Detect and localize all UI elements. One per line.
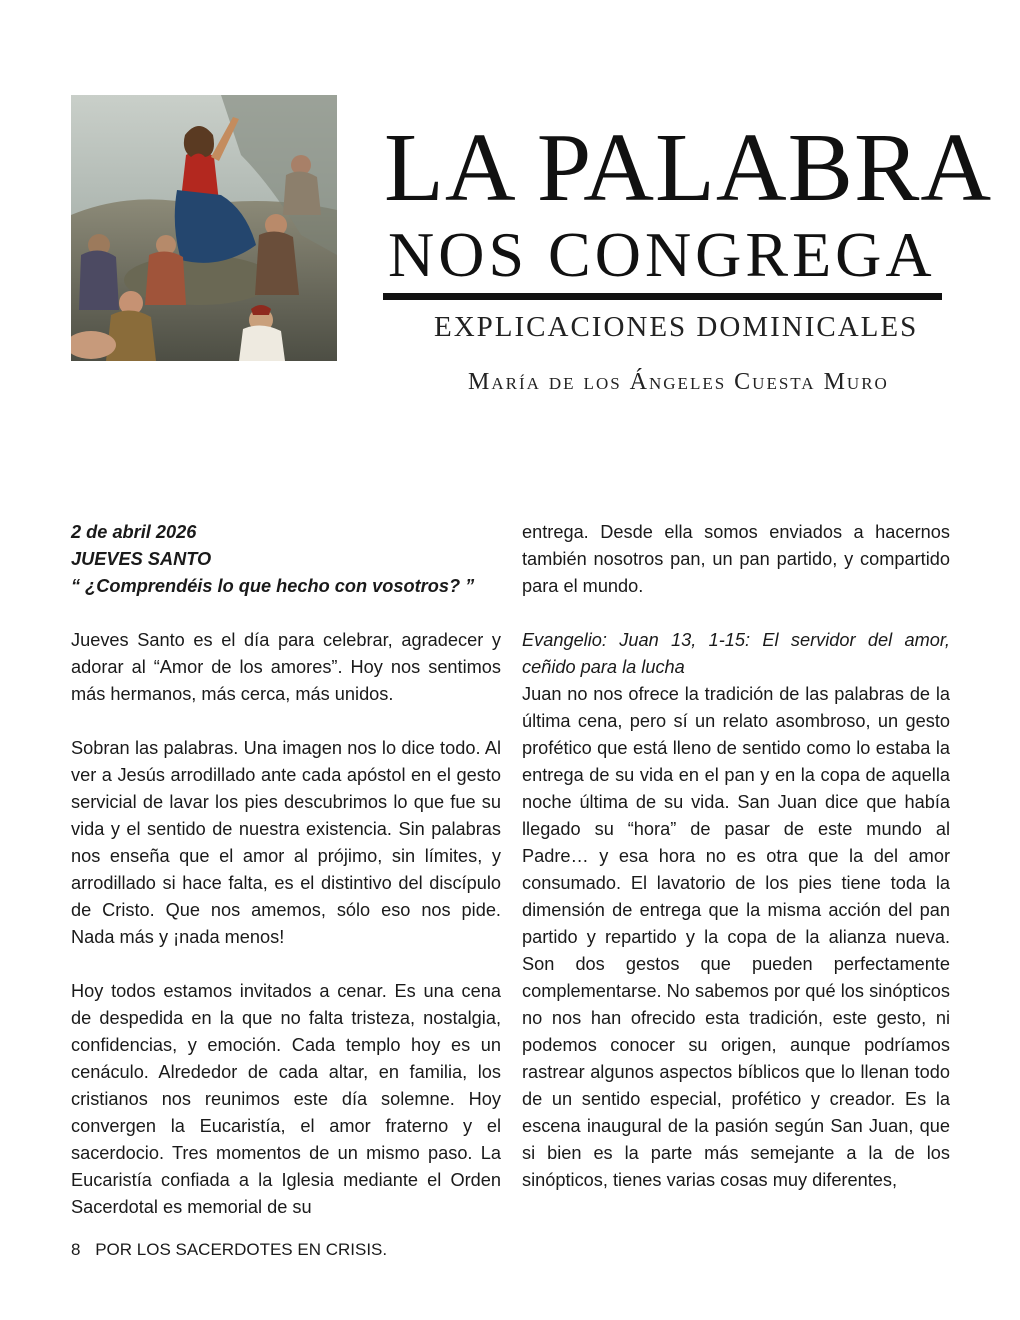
gospel-text: Juan no nos ofrece la tradición de las palabras de la última cena, pero sí un relato asombroso, un gesto profético que está lleno de sentido como lo estaba la entrega de su vida en el pan y en la copa de aquella noche última de su vida. San Juan dice que había llegado su “hora” de pasar de este mundo al Padre… y esa hora no es otra que la del amor consumado. El lavatorio de los pies tiene toda la dimensión de entrega que la misma acción del pan partido y repartido y la copa de la alianza nueva. Son dos gestos que pueden perfectamente complementarse. No sabemos por qué los sinópticos no nos han ofrecido esta tradición, este gesto, ni podemos conocer su origen, aunque podríamos rastrear algunos aspectos bíblicos que lo llenan todo de un sentido especial, profético y creador. Es la escena inaugural de la pasión según San Juan, que si bien es la parte más semejante a la de los sinópticos, tienes varias cosas muy diferentes, (522, 684, 950, 1190)
footer-text: POR LOS SACERDOTES EN CRISIS. (95, 1240, 388, 1259)
masthead-title-line1: LA PALABRA (384, 114, 993, 222)
article-right-column (522, 519, 950, 1194)
page-number: 8 (71, 1240, 81, 1259)
painting-illustration (71, 95, 337, 361)
article-date: 2 de abril 2026 (71, 522, 197, 542)
page-footer (71, 1240, 387, 1260)
paragraph: Sobran las palabras. Una imagen nos lo dice todo. Al ver a Jesús arrodillado ante cada apóstol en el gesto servicial de lavar los pies descubrimos lo que fue su vida y el sentido de nuestra existencia. Sin palabras nos enseña que el amor al prójimo, sin límites, y arrodillado si hace falta, es el distintivo del discípulo de Cristo. Que nos amemos, sólo eso nos pide. Nada más y ¡nada menos! (71, 738, 501, 947)
masthead-subtitle: EXPLICACIONES DOMINICALES (434, 311, 919, 343)
masthead-divider (383, 293, 942, 300)
article-left-column (71, 519, 501, 1221)
gospel-block (522, 627, 950, 1194)
masthead-author: María de los Ángeles Cuesta Muro (468, 369, 889, 395)
article-day: JUEVES SANTO (71, 549, 212, 569)
article-quote: “ ¿Comprendéis lo que hecho con vosotros? ” (71, 576, 475, 596)
paragraph: entrega. Desde ella somos enviados a hacernos también nosotros pan, un pan partido, y compartido para el mundo. (522, 522, 950, 596)
paragraph: Jueves Santo es el día para celebrar, agradecer y adorar al “Amor de los amores”. Hoy nos sentimos más hermanos, más cerca, más unidos. (71, 630, 501, 704)
paragraph: Hoy todos estamos invitados a cenar. Es una cena de despedida en la que no falta tristeza, nostalgia, confidencias, y emoción. Cada templo hoy es un cenáculo. Alrededor de cada altar, en familia, los cristianos nos reunimos este día solemne. Hoy convergen la Eucaristía, el amor fraterno y el sacerdocio. Tres momentos de un mismo paso. La Eucaristía confiada a la Iglesia mediante el Orden Sacerdotal es memorial de su (71, 981, 501, 1217)
gospel-heading: Evangelio: Juan 13, 1-15: El servidor del amor, ceñido para la lucha (522, 630, 950, 677)
article-heading-block (71, 519, 501, 600)
masthead-title-line2: NOS CONGREGA (388, 219, 936, 290)
jesus-preaching-painting (71, 95, 337, 361)
